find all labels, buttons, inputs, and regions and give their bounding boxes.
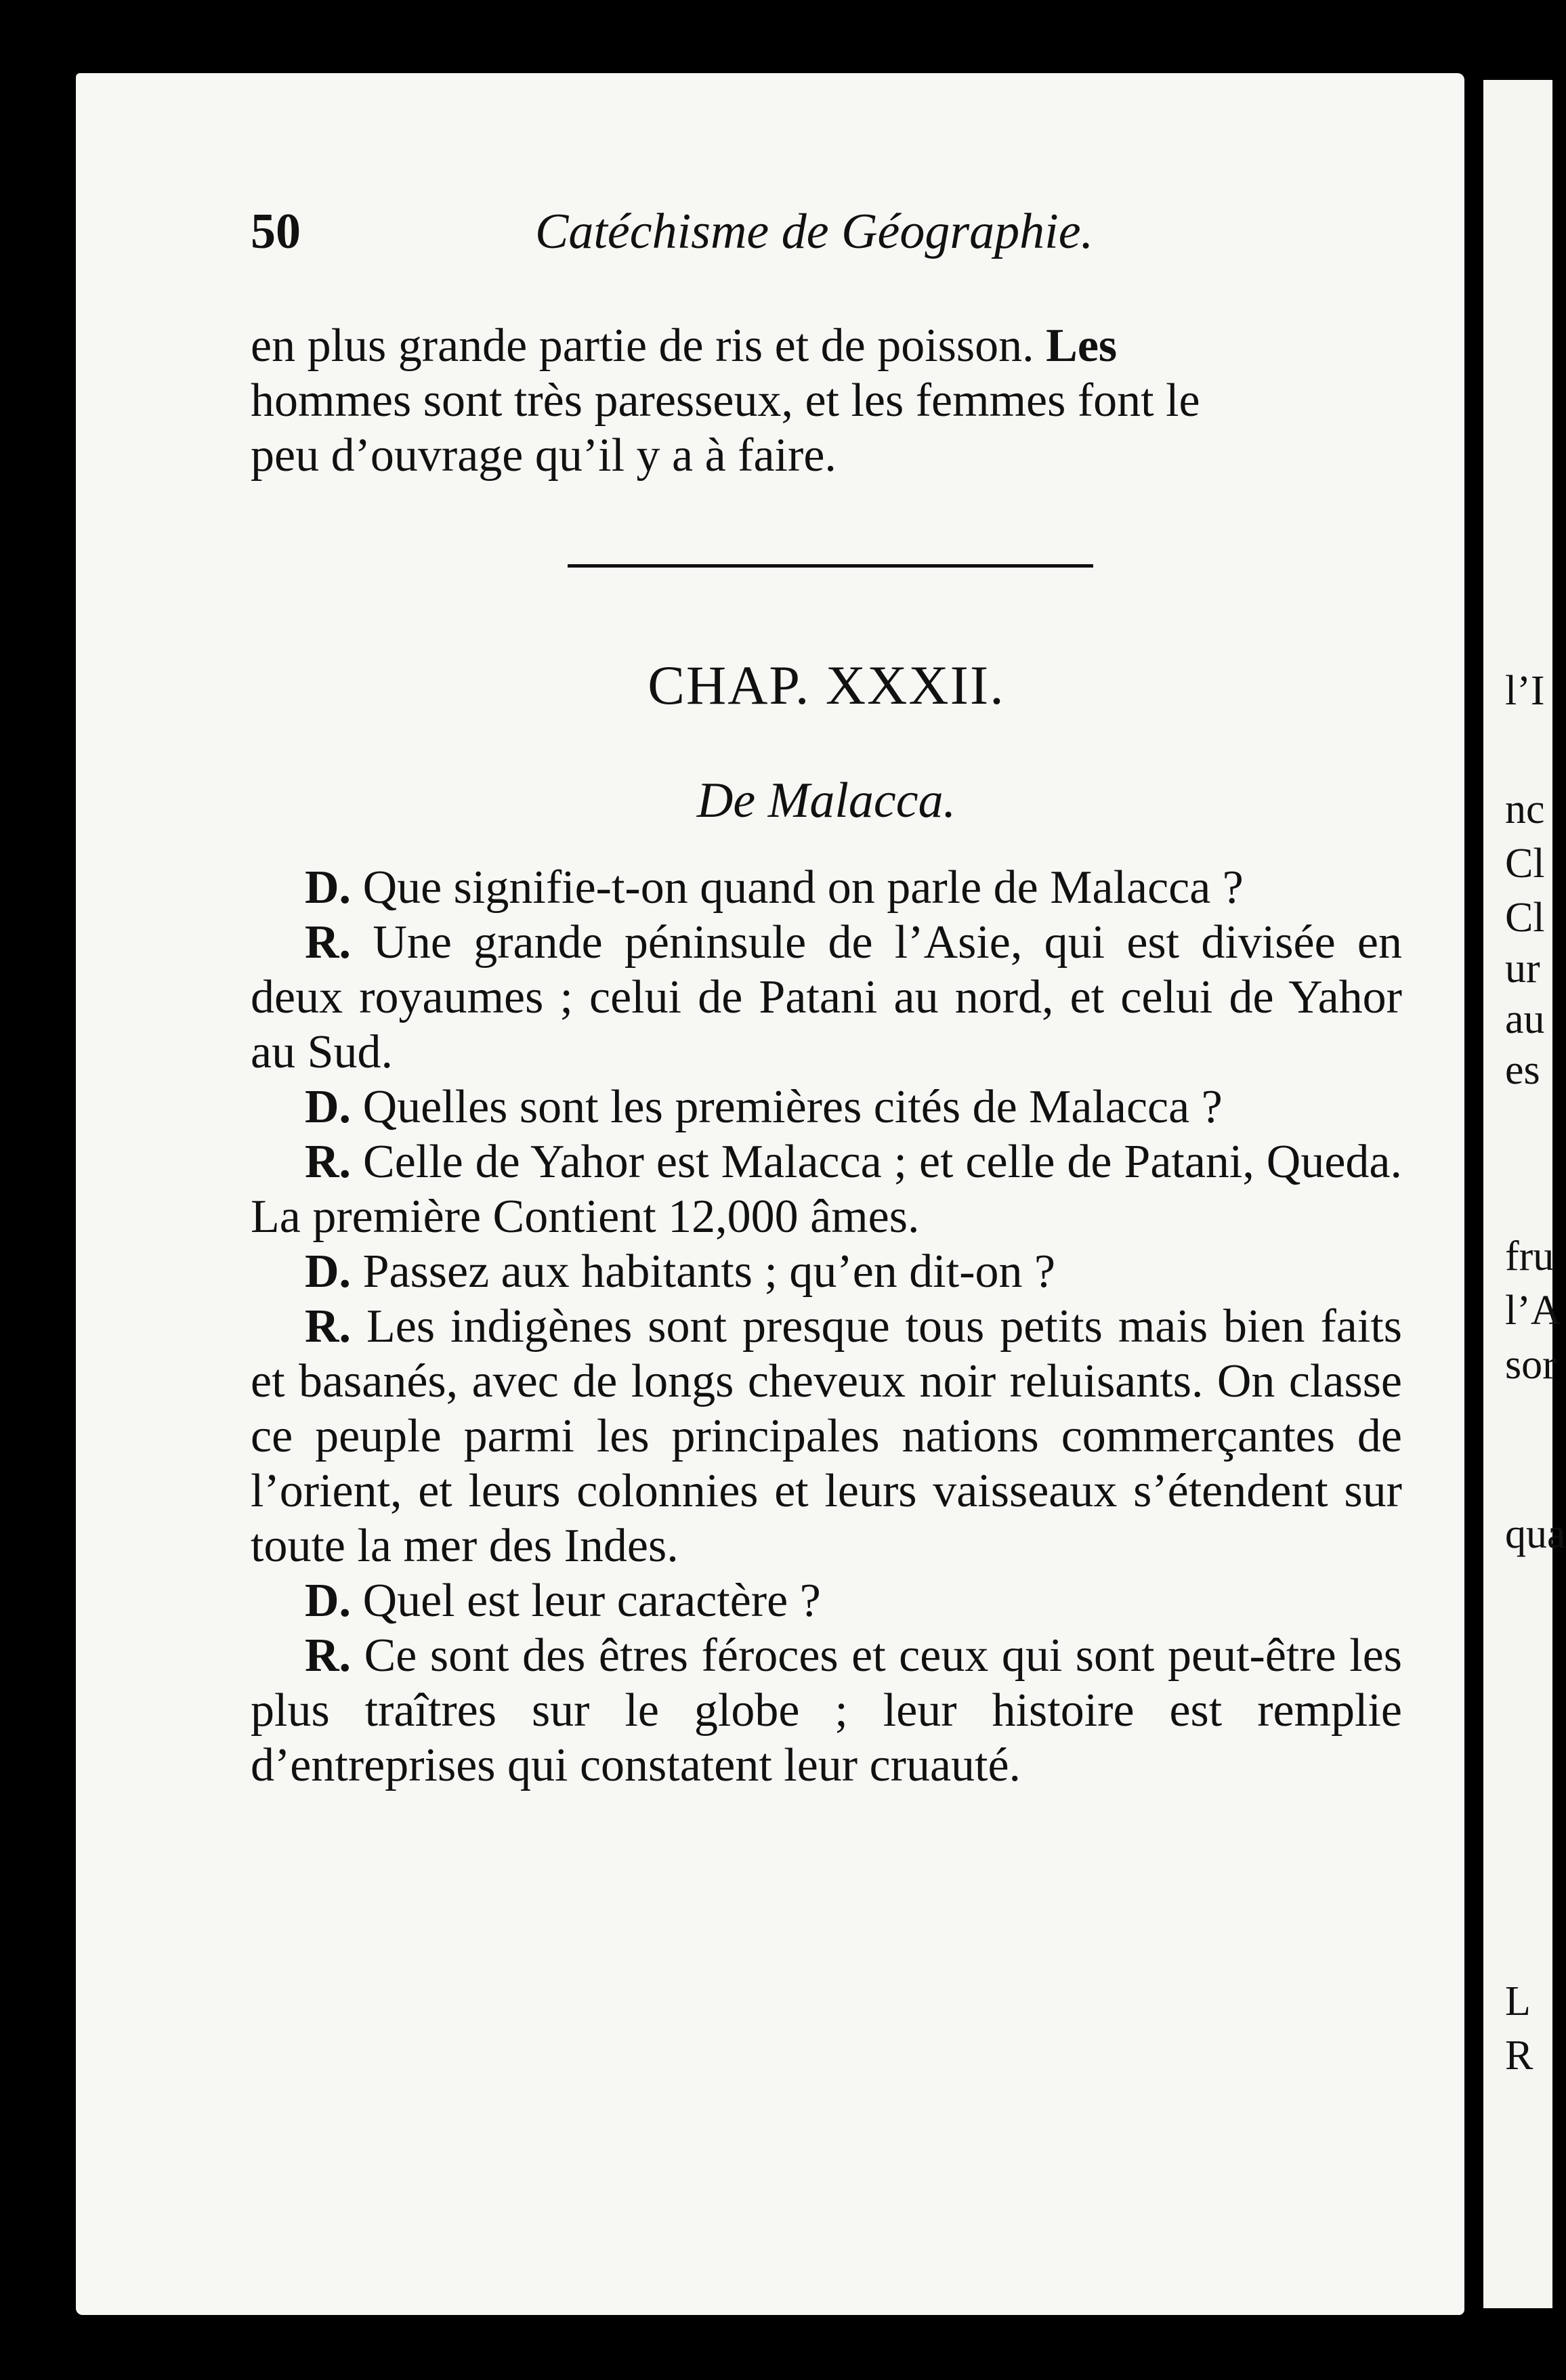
intro-paragraph	[251, 318, 1402, 483]
chapter-title: CHAP. XXXII.	[648, 654, 1005, 716]
facing-page-edge	[1483, 80, 1566, 2308]
facing-fragment: nc	[1505, 786, 1545, 832]
facing-fragment: R	[1505, 2033, 1533, 2079]
qa-text: Une grande péninsule de l’Asie, qui est divisée en deux royaumes ; celui de Patani au nord, et celui de Yahor au Sud.	[251, 916, 1402, 1078]
qa-item	[251, 860, 1402, 915]
section-divider	[568, 564, 1093, 568]
qa-speaker: R.	[305, 1630, 352, 1682]
running-title: Catéchisme de Géographie.	[535, 204, 1094, 259]
running-head	[251, 203, 1409, 271]
qa-item	[251, 1134, 1402, 1244]
qa-text: Ce sont des êtres féroces et ceux qui sont peut-être les plus traîtres sur le globe ; leur histoire est remplie d’entreprises qui constatent leur cruauté.	[251, 1630, 1403, 1791]
facing-fragment: ur	[1505, 945, 1540, 992]
chapter-subtitle: De Malacca.	[696, 773, 956, 828]
qa-item	[251, 915, 1402, 1080]
page-number: 50	[251, 204, 301, 259]
qa-speaker: D.	[305, 862, 352, 914]
qa-item	[251, 1299, 1402, 1573]
intro-line-1	[251, 318, 1402, 373]
intro-line-3: peu d’ouvrage qu’il y a à faire.	[251, 429, 837, 482]
facing-fragment: Cl	[1505, 895, 1545, 941]
facing-fragment: l’I	[1505, 668, 1545, 714]
qa-item	[251, 1628, 1402, 1793]
qa-text: Les indigènes sont presque tous petits mais bien faits et basanés, avec de longs cheveux noir reluisants. On classe ce peuple parmi les principales nations commerçantes de l’orient, et leurs colonnies et leurs vaisseaux s’étendent sur toute la mer des Indes.	[251, 1300, 1403, 1572]
intro-line-2: hommes sont très paresseux, et les femmes font le	[251, 375, 1200, 427]
facing-fragment: qua	[1505, 1511, 1566, 1557]
facing-fragment: L	[1505, 1978, 1531, 2024]
facing-fragment: l’A	[1505, 1288, 1561, 1334]
qa-speaker: R.	[305, 1300, 352, 1353]
catechism-qa	[251, 860, 1402, 1793]
qa-speaker: D.	[305, 1081, 352, 1133]
qa-speaker: R.	[305, 916, 352, 969]
qa-speaker: D.	[305, 1246, 352, 1298]
intro-line-1-text: en plus grande partie de ris et de poisson.	[251, 320, 1034, 372]
facing-fragment: au	[1505, 996, 1545, 1042]
facing-fragment: es	[1505, 1047, 1540, 1093]
facing-fragment: Cl	[1505, 841, 1545, 887]
qa-text: Que signifie-t-on quand on parle de Malacca ?	[362, 862, 1244, 914]
qa-text: Passez aux habitants ; qu’en dit-on ?	[362, 1246, 1056, 1298]
qa-item	[251, 1244, 1402, 1299]
qa-text: Celle de Yahor est Malacca ; et celle de Patani, Queda. La première Contient 12,000 âmes.	[251, 1136, 1403, 1243]
qa-text: Quel est leur caractère ?	[362, 1575, 821, 1627]
qa-speaker: R.	[305, 1136, 352, 1188]
intro-line-1-end: Les	[1046, 320, 1118, 372]
qa-item	[251, 1080, 1402, 1134]
qa-item	[251, 1573, 1402, 1628]
qa-speaker: D.	[305, 1575, 352, 1627]
qa-text: Quelles sont les premières cités de Malacca ?	[362, 1081, 1223, 1133]
facing-fragment: sor	[1505, 1342, 1557, 1388]
facing-fragment: fru	[1505, 1233, 1554, 1279]
